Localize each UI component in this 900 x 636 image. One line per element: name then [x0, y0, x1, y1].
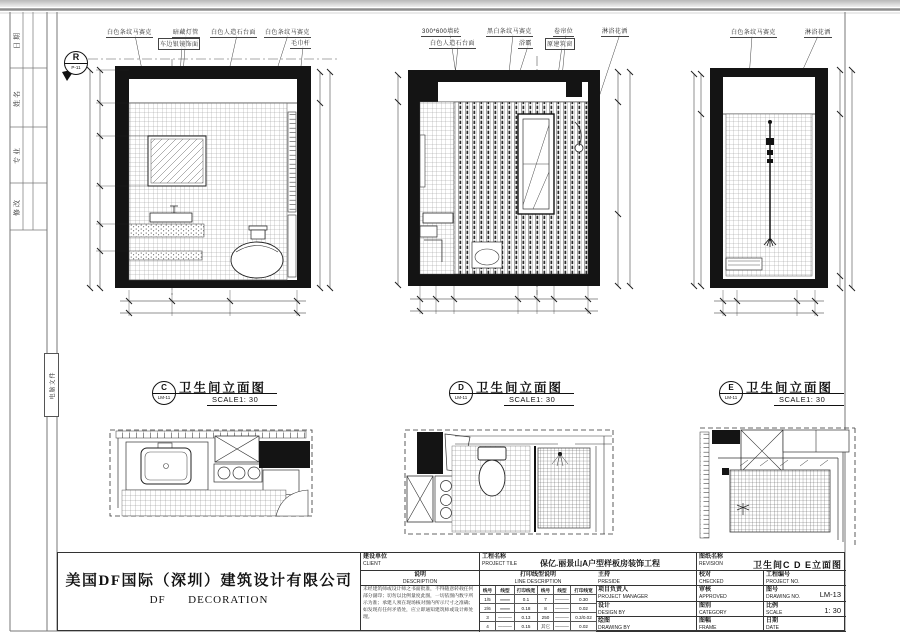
linetype-cell: 250: [538, 613, 554, 622]
elevation-c: [115, 66, 311, 288]
reference-bubble: [64, 51, 88, 75]
callout-label: 淋浴花洒: [804, 27, 832, 38]
caption-underline-2: [207, 405, 277, 406]
description-cell: 未经建筑师或设计师之书面批准，不得随意转载任何部分副印；切勿以比例量度此图，一切依图内数字所示为准；承建人须在现场核对图内所示尺寸之准确；如发现有任何矛盾处，应立即通知建筑师或设计师处理。: [363, 587, 474, 620]
caption-underline-2: [774, 405, 844, 406]
field-project-no: 工程编号 PROJECT NO.: [763, 571, 846, 586]
callout-label: 白色条纹马赛克: [264, 27, 311, 38]
linetype-cell: 打印线宽: [515, 586, 538, 595]
caption-scale: SCALE1: 30: [212, 395, 259, 404]
caption-elevation-e: [719, 378, 851, 408]
callout-label: 原建筑窗: [545, 38, 575, 50]
linetype-cell: ———: [554, 622, 571, 631]
field-category: 图别 CATEGORY: [696, 602, 763, 617]
linetype-table: [479, 586, 596, 632]
linetype-cell: 0.3/0.02: [571, 613, 597, 622]
callout-label: 白色人造石台面: [429, 38, 476, 49]
linetype-cell: 0.1: [515, 595, 538, 604]
field-frame: 图幅 FRAME: [696, 617, 763, 632]
elevation-symbol: C LM-11: [152, 381, 176, 405]
revision-strip-revise: 修改: [13, 197, 21, 216]
field-scale: 比例 SCALE 1: 30: [763, 602, 846, 617]
fields-grid: [596, 571, 846, 632]
company-name-cn: 美国DF国际（深圳）建筑设计有限公司: [65, 573, 353, 589]
linetype-cell: 其它: [538, 622, 554, 631]
linetype-cell: ———: [496, 613, 515, 622]
company-name-en: DF DECORATION: [149, 594, 269, 606]
linetype-cell: 0.15: [515, 622, 538, 631]
linetype-cell: 线型: [554, 586, 571, 595]
linetype-cell: ═══: [496, 604, 515, 613]
title-block: [57, 552, 845, 631]
field-checked: 校对 CHECKED: [696, 571, 763, 586]
field-drawing-by: 绘图 DRAWING BY: [596, 617, 696, 632]
linetype-cell: 8: [538, 604, 554, 613]
elevation-e: [710, 68, 828, 288]
linetype-cell: 0.18: [515, 604, 538, 613]
field-drawing-no: 图号 DRAWING NO. LM-13: [763, 586, 846, 601]
callout-label: 淋浴花洒: [601, 26, 629, 37]
linetype-cell: 7: [538, 595, 554, 604]
linetype-cell: 线型: [496, 586, 515, 595]
linetype-cell: 线号: [538, 586, 554, 595]
linetype-cell: 0.02: [571, 622, 597, 631]
elevation-symbol: D LM-11: [449, 381, 473, 405]
caption-elevation-d: [449, 378, 581, 408]
callout-label: 白色条纹马赛克: [106, 27, 153, 38]
project-cell: 工程名称 PROJECT TILE 保亿.丽景山A户型样板房装饰工程: [479, 553, 696, 571]
project-name: 保亿.丽景山A户型样板房装饰工程: [540, 559, 660, 568]
description-header: 说明 DESCRIPTION: [361, 571, 479, 586]
revision-strip-name: 姓名: [13, 88, 21, 107]
caption-underline-2: [504, 405, 574, 406]
linetype-cell: 0.30: [571, 595, 597, 604]
linetype-cell: ———: [554, 595, 571, 604]
caption-elevation-c: [152, 378, 284, 408]
computer-file-label: 电脑文件: [44, 353, 59, 417]
linetype-cell: 0.13: [515, 613, 538, 622]
linetype-cell: 1/5: [480, 595, 496, 604]
linetype-cell: 打印线宽: [571, 586, 597, 595]
field-project-manager: 项目负责人 PROJECT MANAGER: [596, 586, 696, 601]
revision-strip-date: 日期: [13, 31, 21, 49]
callout-label: 暗藏灯管: [172, 27, 200, 38]
reference-code: P-11: [71, 65, 81, 70]
linetype-cell: ═══: [496, 595, 515, 604]
callout-label: 300*600墙砖: [421, 26, 461, 37]
caption-title: 卫生间立面图: [476, 381, 564, 395]
callout-label: 浴霸: [518, 38, 533, 49]
linetype-cell: ———: [554, 604, 571, 613]
field-preside: 主持 PRESIDE: [596, 571, 696, 586]
caption-scale: SCALE1: 30: [509, 395, 556, 404]
field-design-by: 设计 DESIGN BY: [596, 602, 696, 617]
company-block: [58, 553, 361, 630]
callout-label: 车边银镜饰面: [158, 38, 200, 50]
sheet-name-cell: 图纸名称 REVISION 卫生间C D E立面图: [696, 553, 846, 571]
linetype-cell: 4: [480, 622, 496, 631]
linetype-cell: 0.02: [571, 604, 597, 613]
callout-label: 卷帘位: [553, 26, 574, 37]
callout-label: 白色人造石台面: [210, 27, 257, 38]
linetype-cell: 3: [480, 613, 496, 622]
callout-label: 黑白条纹马赛克: [486, 26, 533, 37]
callout-label: 毛巾杆: [290, 38, 311, 49]
plan-d: [405, 430, 613, 534]
client-cell: 建设单位 CLIENT: [361, 553, 479, 571]
plan-e: [700, 428, 855, 545]
linetype-cell: ———: [554, 613, 571, 622]
linetype-cell: 线号: [480, 586, 496, 595]
caption-scale: SCALE1: 30: [779, 395, 826, 404]
caption-title: 卫生间立面图: [746, 381, 834, 395]
sheet-title: 卫生间C D E立面图: [752, 560, 842, 570]
plan-c: [110, 430, 312, 516]
linetype-header: 打印线型说明 LINE DESCRIPTION: [479, 571, 596, 586]
callout-label: 白色条纹马赛克: [730, 27, 777, 38]
reference-letter: R: [65, 52, 87, 64]
elevation-symbol: E LM-11: [719, 381, 743, 405]
linetype-cell: ———: [496, 622, 515, 631]
elevation-d: [408, 70, 600, 286]
caption-title: 卫生间立面图: [179, 381, 267, 395]
revision-strip-discipline: 专业: [13, 146, 21, 164]
field-approved: 审核 APPROVED: [696, 586, 763, 601]
linetype-cell: 2/6: [480, 604, 496, 613]
field-date: 日期 DATE: [763, 617, 846, 632]
